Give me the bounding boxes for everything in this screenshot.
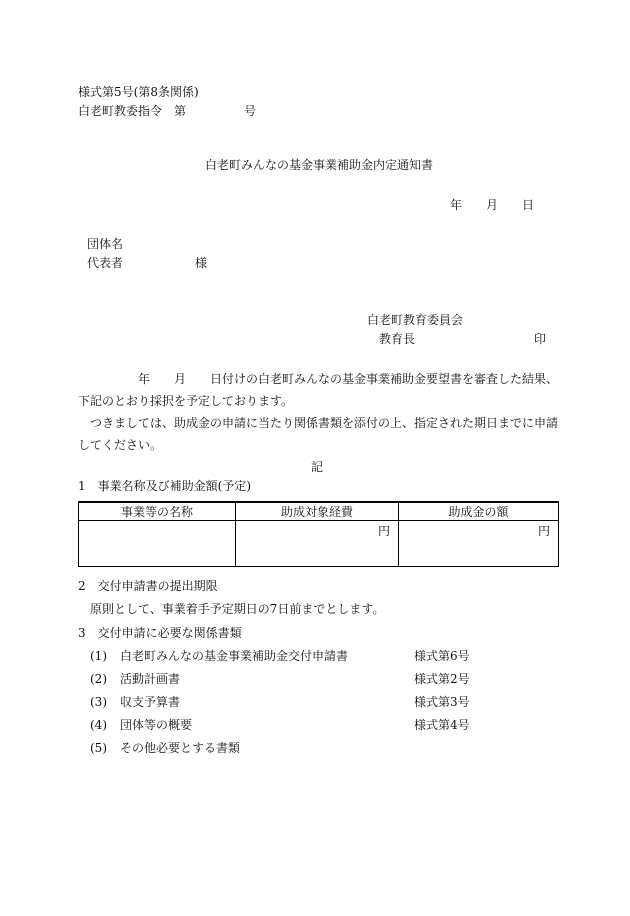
document-title: 白老町みんなの基金事業補助金内定通知書: [205, 158, 434, 172]
recipient-org-label: 団体名: [87, 237, 124, 251]
reference-dai: 第: [174, 104, 187, 118]
sender-org: 白老町教育委員会: [367, 313, 464, 327]
reference-prefix: 白老町教委指令: [78, 104, 163, 118]
date-month: 月: [486, 198, 499, 212]
body-line3: つきましては、助成金の申請に当たり関係書類を添付の上、指定された期日までに申請: [90, 416, 559, 430]
table-cell-grant-amount: 円: [399, 521, 559, 567]
section2-heading: 2 交付申請書の提出期限: [78, 579, 218, 593]
body-line4: してください。: [78, 438, 163, 452]
recipient-rep-label: 代表者: [87, 256, 124, 270]
form-number: 様式第5号(第8条関係): [78, 85, 199, 99]
section3-heading: 3 交付申請に必要な関係書類: [78, 626, 242, 640]
table-row: [79, 521, 559, 567]
list-item-name: 収支予算書: [120, 695, 181, 709]
list-item-name: 白老町みんなの基金事業補助金交付申請書: [120, 649, 349, 663]
table-header-cell: 事業等の名称: [79, 502, 236, 521]
date-year: 年: [450, 198, 463, 212]
seal-mark: 印: [534, 332, 547, 346]
ki-label: 記: [311, 460, 324, 474]
date-day: 日: [522, 198, 535, 212]
list-item-number: (5): [90, 741, 107, 755]
list-item-form: 様式第6号: [414, 649, 470, 663]
table-header-cell: 助成金の額: [399, 502, 559, 521]
table-header-cell: 助成対象経費: [236, 502, 399, 521]
sender-title: 教育長: [379, 332, 416, 346]
list-item-number: (4): [90, 718, 107, 732]
section1-heading: 1 事業名称及び補助金額(予定): [78, 479, 251, 493]
table-cell-project-name: [79, 521, 236, 567]
list-item-form: 様式第3号: [414, 695, 470, 709]
subsidy-table: [78, 501, 559, 567]
body-month: 月: [174, 372, 187, 386]
table-cell-eligible-expense: 円: [236, 521, 399, 567]
table-header-row: [79, 502, 559, 521]
section2-text: 原則として、事業着手予定期日の7日前までとします。: [90, 602, 385, 616]
body-year: 年: [138, 372, 151, 386]
list-item-name: 活動計画書: [120, 672, 181, 686]
recipient-honorific: 様: [195, 256, 208, 270]
reference-go: 号: [244, 104, 257, 118]
list-item-number: (2): [90, 672, 107, 686]
body-line1: 日付けの白老町みんなの基金事業補助金要望書を審査した結果、: [210, 372, 559, 386]
list-item-name: その他必要とする書類: [120, 741, 241, 755]
list-item-form: 様式第2号: [414, 672, 470, 686]
list-item-number: (1): [90, 649, 107, 663]
list-item-name: 団体等の概要: [120, 718, 193, 732]
list-item-number: (3): [90, 695, 107, 709]
list-item-form: 様式第4号: [414, 718, 470, 732]
body-line2: 下記のとおり採択を予定しております。: [78, 394, 294, 408]
